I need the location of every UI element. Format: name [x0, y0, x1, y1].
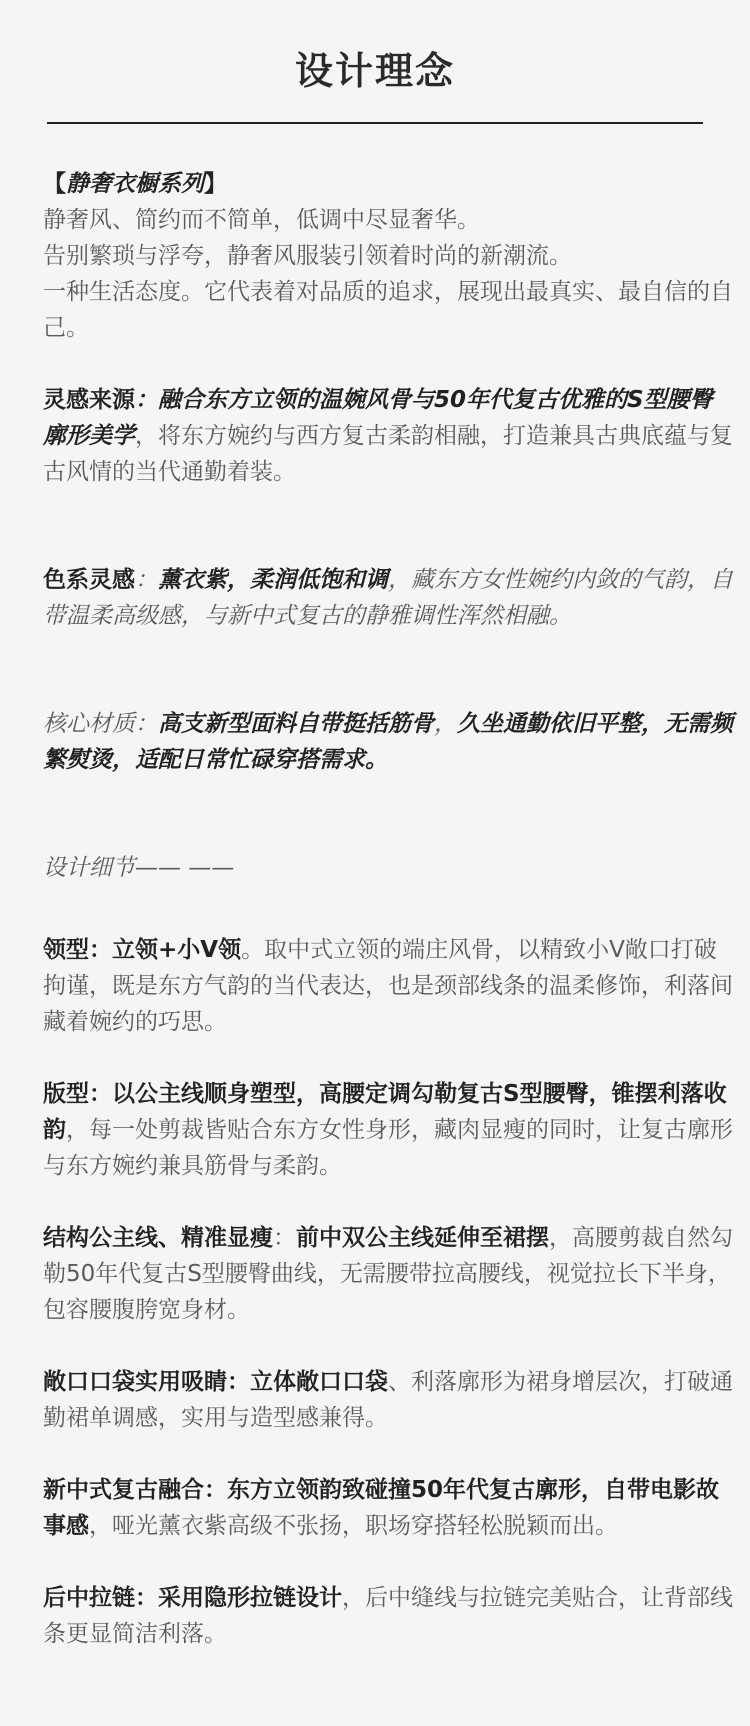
color-label: 色系灵感 — [43, 567, 135, 593]
color-colon: ： — [135, 567, 158, 593]
detail-fusion-rest: ，哑光薰衣紫高级不张扬，职场穿搭轻松脱颖而出。 — [89, 1513, 618, 1539]
color-paragraph — [43, 562, 733, 634]
series-name: 静奢衣橱系列 — [66, 171, 204, 197]
detail-fusion — [43, 1472, 733, 1544]
material-highlight: 高支新型面料自带挺括筋骨 — [158, 711, 434, 737]
detail-structure-highlight: 前中双公主线延伸至裙摆 — [296, 1225, 549, 1251]
page-title: 设计理念 — [294, 49, 455, 93]
inspiration-highlight: 融合东方立领的温婉风骨与50年代复古优雅的S型腰臀廓形美学 — [43, 387, 713, 449]
series-bracket-open: 【 — [43, 171, 66, 197]
color-rest: ，藏东方女性婉约内敛的气韵，自带温柔高级感，与新中式复古的静雅调性浑然相融。 — [43, 567, 733, 629]
color-highlight: 薰衣紫，柔润低饱和调 — [158, 567, 388, 593]
series-line-1: 静奢风、简约而不简单，低调中尽显奢华。 — [43, 207, 480, 233]
content-body — [43, 166, 733, 1652]
detail-zipper-rest: ，后中缝线与拉链完美贴合，让背部线条更显简洁利落。 — [43, 1585, 733, 1647]
series-bracket-close: 】 — [204, 171, 227, 197]
detail-collar — [43, 932, 733, 1040]
inspiration-colon: ： — [135, 387, 158, 413]
detail-structure — [43, 1220, 733, 1328]
detail-zipper-label: 后中拉链： — [43, 1585, 158, 1611]
details-heading: 设计细节—— —— — [43, 855, 235, 881]
material-highlight-2: 久坐通勤依旧平整，无需频繁熨烫，适配日常忙碌穿搭需求。 — [43, 711, 733, 773]
material-paragraph — [43, 706, 733, 778]
detail-pocket-highlight: 立体敞口口袋 — [250, 1369, 388, 1395]
detail-silhouette-rest: ，每一处剪裁皆贴合东方女性身形，藏肉显瘦的同时，让复古廓形与东方婉约兼具筋骨与柔韵。 — [43, 1117, 733, 1179]
inspiration-rest: ，将东方婉约与西方复古柔韵相融，打造兼具古典底蕴与复古风情的当代通勤着装。 — [43, 423, 733, 485]
detail-structure-colon: ： — [273, 1225, 296, 1251]
series-line-3: 一种生活态度。它代表着对品质的追求，展现出最真实、最自信的自己。 — [43, 279, 733, 341]
inspiration-label: 灵感来源 — [43, 387, 135, 413]
series-line-2: 告别繁琐与浮夸，静奢风服装引领着时尚的新潮流。 — [43, 243, 572, 269]
material-sep: ， — [434, 711, 457, 737]
detail-collar-label: 领型： — [43, 937, 112, 963]
title-divider — [47, 122, 703, 124]
detail-silhouette-highlight: 以公主线顺身塑型，高腰定调勾勒复古S型腰臀，锥摆利落收韵 — [43, 1081, 727, 1143]
series-heading — [43, 166, 733, 202]
inspiration-paragraph — [43, 382, 733, 490]
detail-pocket-label: 敞口口袋实用吸睛： — [43, 1369, 250, 1395]
detail-pocket — [43, 1364, 733, 1436]
detail-silhouette-label: 版型： — [43, 1081, 112, 1107]
detail-silhouette — [43, 1076, 733, 1184]
detail-fusion-label: 新中式复古融合： — [43, 1477, 227, 1503]
detail-pocket-rest: 、利落廓形为裙身增层次，打破通勤裙单调感，实用与造型感兼得。 — [43, 1369, 733, 1431]
detail-structure-rest: ，高腰剪裁自然勾勒50年代复古S型腰臀曲线，无需腰带拉高腰线，视觉拉长下半身，包容腰腹胯宽身材。 — [43, 1225, 733, 1323]
detail-structure-label: 结构公主线、精准显瘦 — [43, 1225, 273, 1251]
detail-fusion-highlight: 东方立领韵致碰撞50年代复古廓形，自带电影故事感 — [43, 1477, 720, 1539]
material-label: 核心材质 — [43, 711, 135, 737]
detail-collar-highlight: 立领+小V领 — [112, 937, 242, 963]
detail-zipper-highlight: 采用隐形拉链设计 — [158, 1585, 342, 1611]
detail-collar-rest: 。取中式立领的端庄风骨，以精致小V敞口打破拘谨，既是东方气韵的当代表达，也是颈部线条的温柔修饰，利落间藏着婉约的巧思。 — [43, 937, 733, 1035]
detail-zipper — [43, 1580, 733, 1652]
material-colon: ： — [135, 711, 158, 737]
